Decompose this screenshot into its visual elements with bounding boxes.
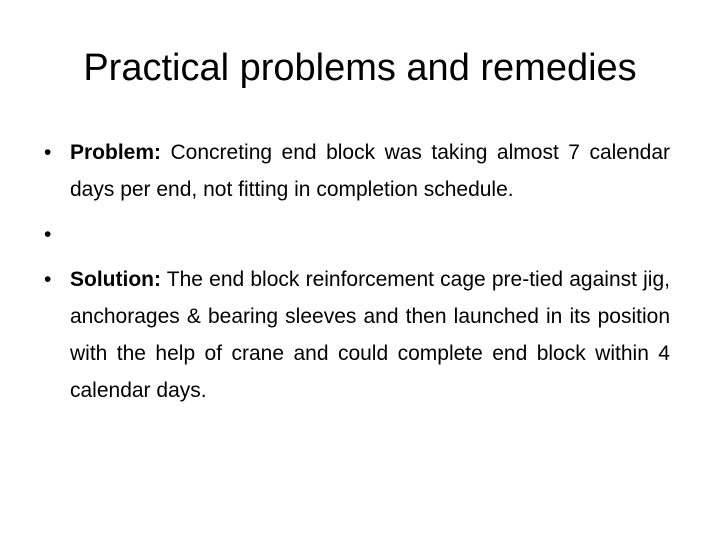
bullet-dot-icon: • <box>44 141 52 164</box>
bullet-empty <box>36 216 670 253</box>
bullet-dot-icon: • <box>44 268 52 291</box>
bullet-text-solution: The end block reinforcement cage pre-tied against jig, anchorages & bearing sleeves and then launched in its position with the help of crane and could complete end block within 4 calendar days. <box>70 268 670 402</box>
bullet-dot-icon: • <box>44 223 52 246</box>
bullet-lead-problem: Problem: <box>70 141 162 164</box>
slide-title: Practical problems and remedies <box>83 47 637 89</box>
bullet-lead-solution: Solution: <box>70 268 161 291</box>
bullet-problem <box>36 134 670 208</box>
bullet-text-problem: Concreting end block was taking almost 7 calendar days per end, not fitting in completion schedule. <box>70 141 670 201</box>
bullet-solution <box>36 261 670 409</box>
bullet-list <box>36 134 670 409</box>
